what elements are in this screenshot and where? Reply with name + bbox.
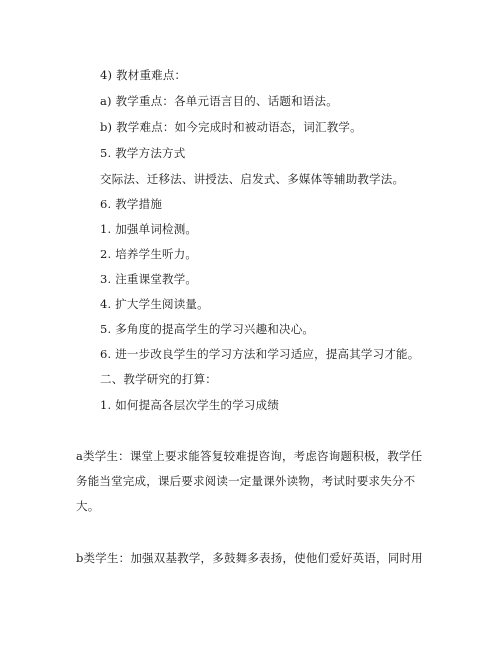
measure-item-1: 1. 加强单词检测。 <box>100 222 198 236</box>
research-item-1: 1. 如何提高各层次学生的学习成绩 <box>100 398 280 412</box>
teaching-focus-line: a) 教学重点：各单元语言目的、话题和语法。 <box>100 94 338 108</box>
heading-teaching-difficulties: 4) 教材重难点： <box>100 68 187 82</box>
measure-item-6: 6. 进一步改良学生的学习方法和学习适应，提高其学习才能。 <box>100 347 420 361</box>
paragraph-a-students: a类学生：课堂上要求能答复较难提咨询，考虑咨询题积极，教学任务能当堂完成，课后要求阅读一定量课外读物，考试时要求失分不大。 <box>76 449 423 513</box>
heading-teaching-measures: 6. 教学措施 <box>100 197 163 211</box>
paragraph-b-students: b类学生：加强双基教学，多鼓舞多表扬，使他们爱好英语，同时用 <box>76 551 423 565</box>
measure-item-4: 4. 扩大学生阅读量。 <box>100 297 209 311</box>
heading-teaching-methods: 5. 教学方法方式 <box>100 146 186 160</box>
teaching-methods-line: 交际法、迁移法、讲授法、启发式、多媒体等辅助教学法。 <box>100 172 405 186</box>
heading-research-plan: 二、教学研究的打算： <box>100 372 217 386</box>
measure-item-3: 3. 注重课堂教学。 <box>100 272 198 286</box>
measure-item-2: 2. 培养学生听力。 <box>100 247 198 261</box>
measure-item-5: 5. 多角度的提高学生的学习兴趣和决心。 <box>100 322 315 336</box>
teaching-difficulty-line: b) 教学难点：如今完成时和被动语态，词汇教学。 <box>100 120 362 134</box>
